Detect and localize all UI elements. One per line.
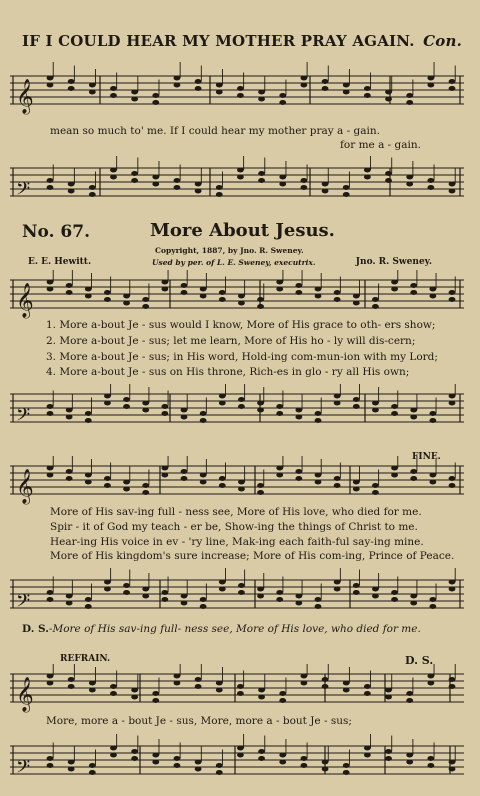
svg-text:𝄞: 𝄞: [16, 79, 34, 114]
ds-label: D. S.: [22, 623, 49, 635]
prev-lyric-line-2: for me a - gain.: [340, 139, 421, 151]
staff-bass-1: [10, 384, 472, 434]
ds-lyric: More of His sav-ing full- ness see, More of His love, who died for me.: [52, 623, 421, 635]
music-notation: [10, 734, 472, 790]
running-title: IF I COULD HEAR MY MOTHER PRAY AGAIN.: [22, 32, 415, 50]
verse-4-line-a: 4. More a-bout Je - sus on His throne, Rich-es in glo - ry all His own;: [46, 366, 410, 378]
verse-1-line-b: More of His sav-ing full - ness see, More of His love, who died for me.: [50, 506, 422, 518]
page-header: [22, 32, 462, 50]
verse-3-line-b: Hear-ing His voice in ev - 'ry line, Mak-ing each faith-ful say-ing mine.: [50, 536, 424, 548]
staff-bass-prev: [10, 156, 472, 206]
svg-text:𝄞: 𝄞: [16, 677, 34, 712]
svg-text:𝄢: 𝄢: [16, 405, 31, 430]
copyright-notice: Copyright, 1887, by Jno. R. Sweney.: [155, 246, 304, 255]
staff-bass-refrain: [10, 734, 472, 790]
verse-1-line-a: 1. More a-bout Je - sus would I know, More of His grace to oth- ers show;: [46, 319, 436, 331]
refrain-label: REFRAIN.: [60, 654, 111, 664]
fine-mark: FINE.: [412, 452, 441, 462]
music-notation: [10, 568, 472, 618]
music-notation: [10, 456, 472, 506]
staff-treble-2: [10, 456, 472, 506]
verse-4-line-b: More of His kingdom's sure increase; More of His com-ing, Prince of Peace.: [50, 550, 455, 562]
svg-text:𝄞: 𝄞: [16, 283, 34, 318]
ds-mark: D. S.: [405, 654, 434, 667]
music-notation: [10, 156, 472, 206]
svg-text:𝄢: 𝄢: [16, 179, 31, 204]
verse-2-line-b: Spir - it of God my teach - er be, Show-ing the things of Christ to me.: [50, 521, 418, 533]
permission-notice: Used by per. of L. E. Sweney, executrix.: [152, 258, 316, 267]
staff-treble-prev: [10, 62, 472, 118]
verse-2-line-a: 2. More a-bout Je - sus; let me learn, More of His ho - ly will dis-cern;: [46, 335, 416, 347]
staff-treble-refrain: [10, 664, 472, 714]
da-segno-line: [22, 623, 421, 635]
verse-3-line-a: 3. More a-bout Je - sus; in His word, Hold-ing com-mun-ion with my Lord;: [46, 351, 438, 363]
music-notation: [10, 384, 472, 434]
continued-mark: Con.: [423, 32, 462, 50]
music-notation: [10, 270, 472, 320]
staff-treble-1: [10, 270, 472, 320]
lyricist-credit: E. E. Hewitt.: [28, 257, 92, 267]
refrain-lyric: More, more a - bout Je - sus, More, more a - bout Je - sus;: [46, 715, 352, 727]
prev-lyric-line-1: mean so much to' me. If I could hear my mother pray a - gain.: [50, 125, 380, 137]
music-notation: [10, 664, 472, 714]
music-notation: [10, 62, 472, 118]
svg-text:𝄞: 𝄞: [16, 469, 34, 504]
svg-text:𝄢: 𝄢: [16, 591, 31, 616]
hymn-title: More About Jesus.: [150, 220, 335, 241]
staff-bass-2: [10, 568, 472, 618]
ds-dash: -: [48, 623, 53, 635]
composer-credit: Jno. R. Sweney.: [355, 257, 432, 267]
hymn-number: No. 67.: [22, 222, 90, 242]
svg-text:𝄢: 𝄢: [16, 757, 31, 782]
